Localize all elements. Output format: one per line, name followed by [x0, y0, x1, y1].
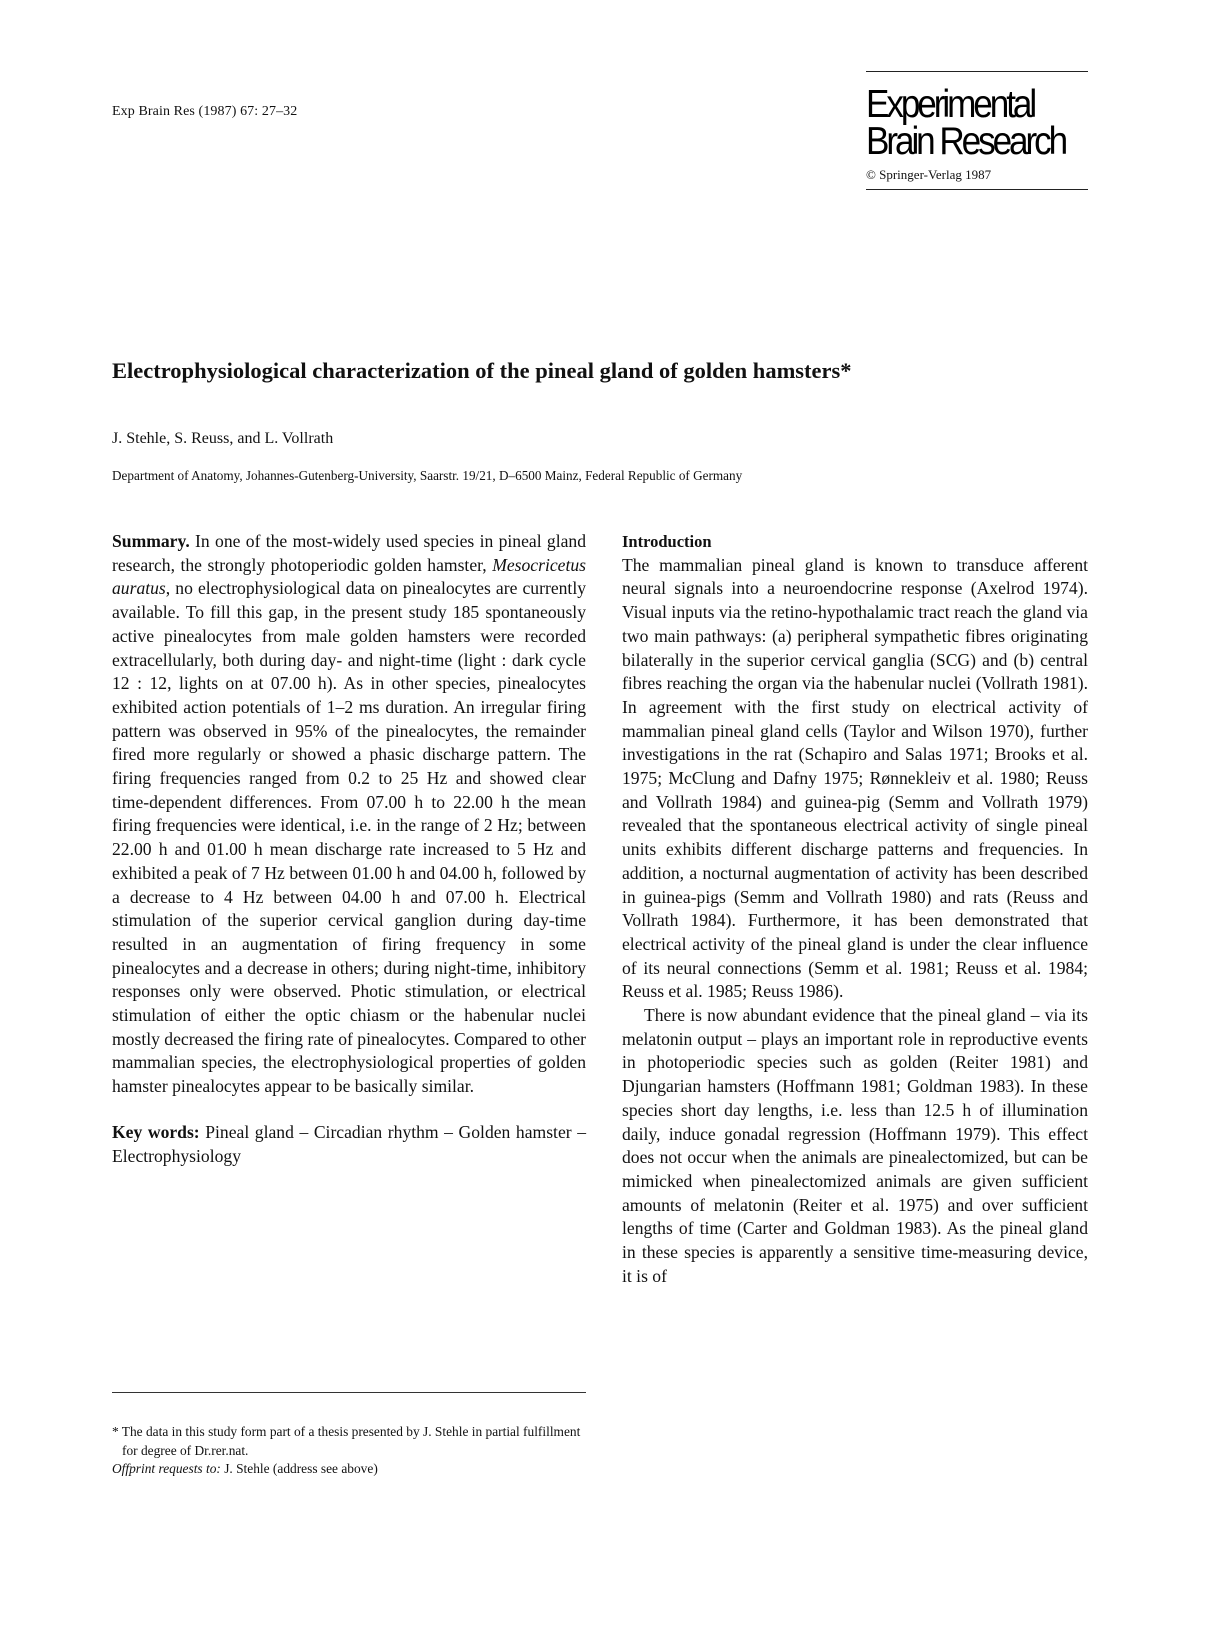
summary-text-1: In one of the most-widely used species in pineal gland research, the strongly photoperiodic golden hamster,	[112, 531, 586, 575]
keywords-text: Pineal gland – Circadian rhythm – Golden hamster – Electrophysiology	[112, 1121, 586, 1166]
masthead-bottom-rule	[866, 189, 1088, 190]
keywords-label: Key words:	[112, 1121, 200, 1142]
introduction-heading: Introduction	[622, 532, 712, 551]
left-column	[112, 530, 586, 1168]
offprint-label: Offprint requests to:	[112, 1461, 221, 1476]
summary-paragraph	[112, 530, 586, 1099]
keywords-paragraph	[112, 1121, 586, 1168]
introduction-paragraph-1: The mammalian pineal gland is known to transduce afferent neural signals into a neuroendocrine response (Axelrod 1974). Visual inputs via the retino-hypothalamic tract reach the gland via two main pathways: (a) peripheral sympathetic fibres originating bilaterally in the superior cervical ganglia (SCG) and (b) central fibres reaching the organ via the habenular nuclei (Vollrath 1981). In agreement with the first study on electrical activity of mammalian pineal gland cells (Taylor and Wilson 1970), further investigations in the rat (Schapiro and Salas 1971; Brooks et al. 1975; McClung and Dafny 1975; Rønnekleiv et al. 1980; Reuss and Vollrath 1984) and guinea-pig (Semm and Vollrath 1979) revealed that the spontaneous electrical activity of single pineal units exhibits different discharge patterns and frequencies. In addition, a nocturnal augmentation of activity has been described in guinea-pigs (Semm and Vollrath 1980) and rats (Reuss and Vollrath 1984). Furthermore, it has been demonstrated that electrical activity of the pineal gland is under the clear influence of its neural connections (Semm et al. 1981; Reuss et al. 1984; Reuss et al. 1985; Reuss 1986).	[622, 554, 1088, 1002]
species-name: Mesocricetus auratus	[112, 554, 586, 599]
journal-logo-line2: Brain Research	[866, 120, 1066, 163]
summary-label: Summary.	[112, 531, 190, 551]
offprint-text: J. Stehle (address see above)	[220, 1461, 378, 1476]
introduction-paragraph-2: There is now abundant evidence that the pineal gland – via its melatonin output – plays an important role in reproductive events in photoperiodic species such as golden (Reiter 1981) and Djungarian hamsters (Hoffmann 1981; Goldman 1983). In these species short day lengths, i.e. less than 12.5 h of illumination daily, induce gonadal regression (Hoffmann 1979). This effect does not occur when the animals are pinealectomized, but can be mimicked when pinealectomized animals are given sufficient amounts of melatonin (Reiter et al. 1975) and over sufficient lengths of time (Carter and Goldman 1983). As the pineal gland in these species is apparently a sensitive time-measuring device, it is of	[622, 1005, 1088, 1286]
affiliation: Department of Anatomy, Johannes-Gutenberg-University, Saarstr. 19/21, D–6500 Mainz, Federal Republic of Germany	[112, 468, 743, 483]
article-title: Electrophysiological characterization of the pineal gland of golden hamsters*	[112, 358, 852, 383]
masthead-top-rule	[866, 71, 1088, 72]
copyright: © Springer-Verlag 1987	[866, 167, 992, 182]
offprint-footnote	[112, 1460, 586, 1479]
journal-citation: Exp Brain Res (1987) 67: 27–32	[112, 104, 298, 119]
journal-masthead	[866, 71, 1088, 190]
summary-text-2: , no electrophysiological data on pinealocytes are currently available. To fill this gap, in the present study 185 spontaneously active pinealocytes from male golden hamsters were recorded extracellularly, both during day- and night-time (light : dark cycle 12 : 12, lights on at 07.00 h). As in other species, pinealocytes exhibited action potentials of 1–2 ms duration. An irregular firing pattern was observed in 95% of the pinealocytes, the remainder fired more regularly or showed a phasic discharge pattern. The firing frequencies ranged from 0.2 to 25 Hz and showed clear time-dependent differences. From 07.00 h to 22.00 h the mean firing frequencies were identical, i.e. in the range of 2 Hz; between 22.00 h and 01.00 h mean discharge rate increased to 5 Hz and exhibited a peak of 7 Hz between 01.00 h and 04.00 h, followed by a decrease to 4 Hz between 04.00 h and 07.00 h. Electrical stimulation of the superior cervical ganglion during day-time resulted in an augmentation of firing frequency in some pinealocytes and a decrease in others; during night-time, inhibitory responses only were observed. Photic stimulation, or electrical stimulation of either the optic chiasm or the habenular nuclei mostly decreased the firing rate of pinealocytes. Compared to other mammalian species, the electrophysiological properties of golden hamster pinealocytes appear to be basically similar.	[112, 578, 586, 1097]
footnotes	[112, 1423, 586, 1479]
authors: J. Stehle, S. Reuss, and L. Vollrath	[112, 430, 334, 447]
journal-logo	[866, 83, 1066, 163]
right-column	[622, 530, 1088, 1289]
thesis-footnote: * The data in this study form part of a thesis presented by J. Stehle in partial fulfillment for degree of Dr.rer.nat.	[112, 1424, 581, 1458]
journal-logo-line1: Experimental	[866, 83, 1035, 126]
footnote-divider	[112, 1392, 586, 1393]
